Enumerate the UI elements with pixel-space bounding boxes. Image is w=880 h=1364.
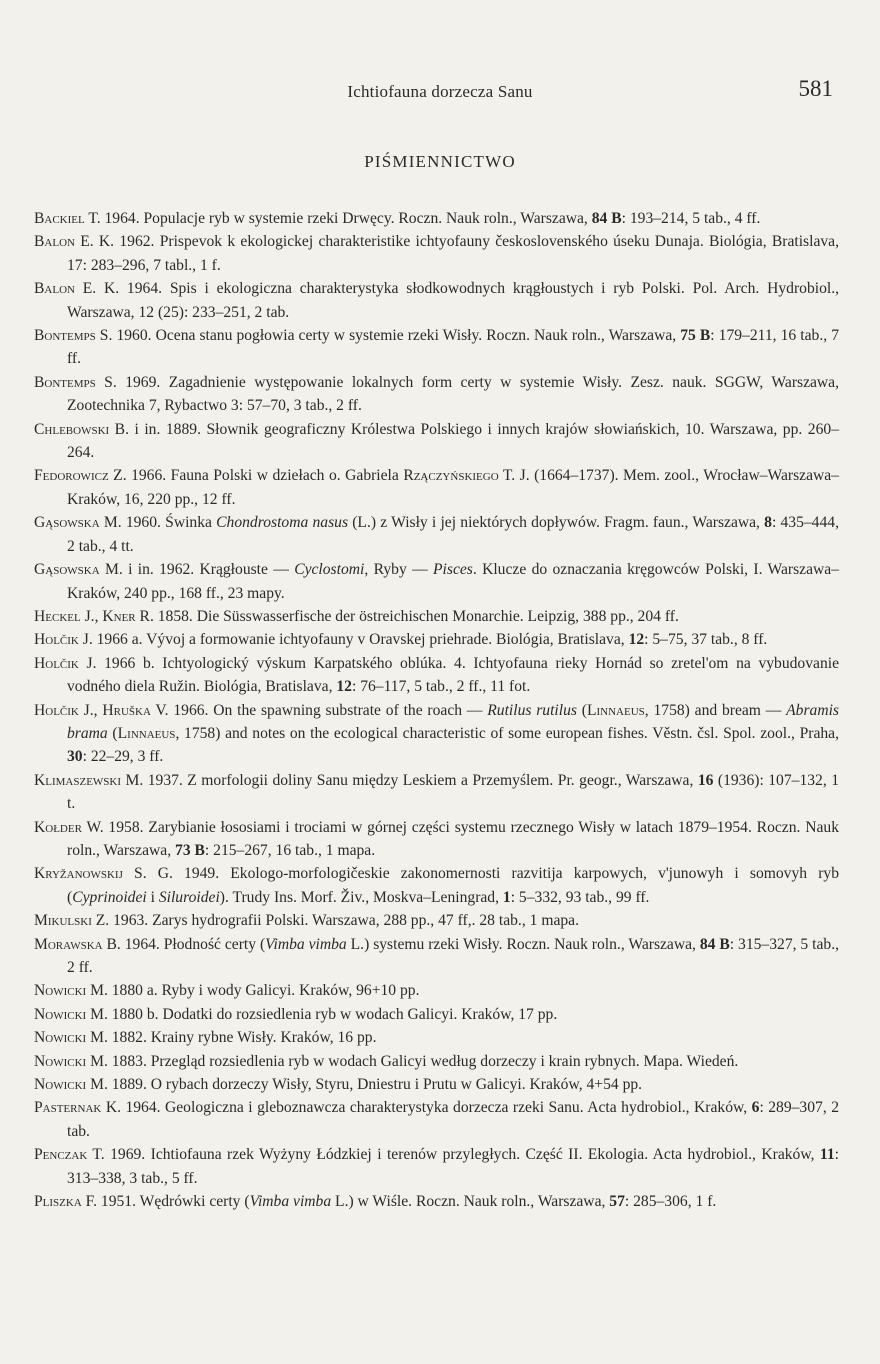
reference-entry	[34, 1143, 839, 1190]
reference-entry	[34, 605, 839, 628]
reference-author: Holčik	[34, 631, 79, 649]
reference-text: L.) systemu rzeki Wisły. Roczn. Nauk roln., Warszawa,	[346, 935, 700, 953]
reference-text: F. 1951. Wędrówki certy (	[81, 1193, 250, 1211]
reference-entry	[34, 464, 839, 511]
reference-entry	[34, 862, 839, 909]
reference-text: B. 1964. Płodność certy (	[102, 935, 266, 953]
volume-number: 6	[751, 1099, 760, 1117]
taxon-name: Vimba vimba	[265, 935, 347, 953]
reference-entry	[34, 816, 839, 863]
reference-entry	[34, 1190, 839, 1213]
reference-entry	[34, 933, 839, 980]
reference-text: , 1758) and notes on the ecological characteristic of some european fishes. Věstn. čsl. Spol. zool., Praha,	[175, 724, 839, 742]
section-title: PIŚMIENNICTWO	[364, 152, 516, 171]
reference-text: E. K. 1964. Spis i ekologiczna charakterystyka słodkowodnych krągłoustych i ryb Polski. Pol. Arch. Hydrobiol., Warszawa, 12 (25): 233–251, 2 tab.	[67, 280, 839, 321]
reference-text: S. 1960. Ocena stanu pogłowia certy w systemie rzeki Wisły. Roczn. Nauk roln., Warszawa,	[95, 327, 681, 345]
reference-entry	[34, 324, 839, 371]
reference-text: : 435–444, 2 tab., 4 tt.	[67, 514, 839, 555]
reference-author: Nowicki	[34, 1029, 87, 1047]
reference-text: M. 1937. Z morfologii doliny Sanu między Leskiem a Przemyślem. Pr. geogr., Warszawa,	[121, 771, 698, 789]
reference-author: Penczak	[34, 1146, 88, 1164]
reference-entry	[34, 979, 839, 1002]
page-number: 581	[798, 76, 833, 101]
reference-author: Pasternak	[34, 1099, 102, 1117]
reference-text: M. 1960. Świnka	[99, 514, 217, 532]
reference-author: Pliszka	[34, 1193, 82, 1211]
reference-text: . Klucze do oznaczania kręgowców Polski, I. Warszawa–Kraków, 240 pp., 168 ff., 23 mapy.	[67, 561, 839, 602]
reference-entry	[34, 371, 839, 418]
reference-author: Bontemps	[34, 327, 96, 345]
reference-text: (	[576, 701, 587, 719]
reference-text: V. 1966. On the spawning substrate of the roach —	[150, 701, 488, 719]
volume-number: 75 B	[680, 327, 711, 345]
volume-number: 12	[336, 678, 352, 696]
reference-author: Gąsowska	[34, 561, 100, 579]
reference-author: Rzączyńskiego	[403, 467, 499, 485]
reference-author: Klimaszewski	[34, 771, 122, 789]
volume-number: 84 B	[699, 935, 730, 953]
reference-entry	[34, 652, 839, 699]
reference-list	[34, 207, 839, 1213]
reference-author: Kołder	[34, 818, 82, 836]
reference-entry	[34, 1003, 839, 1026]
volume-number: 11	[819, 1146, 835, 1164]
reference-entry	[34, 277, 839, 324]
reference-entry	[34, 909, 839, 932]
reference-author: Chlebowski	[34, 420, 110, 438]
reference-text: M. 1880 a. Ryby i wody Galicyi. Kraków, 96+10 pp.	[86, 982, 420, 1000]
reference-entry	[34, 418, 839, 465]
reference-text: T. 1969. Ichtiofauna rzek Wyżyny Łódzkiej i terenów przyległych. Część II. Ekologia. Acta hydrobiol., Kraków,	[87, 1146, 820, 1164]
reference-entry	[34, 699, 839, 769]
taxon-name: Vimba vimba	[249, 1193, 332, 1211]
reference-text: Z. 1963. Zarys hydrografii Polski. Warszawa, 288 pp., 47 ff,. 28 tab., 1 mapa.	[91, 912, 579, 930]
reference-author: Balon	[34, 233, 75, 251]
reference-entry	[34, 1073, 839, 1096]
reference-text: K. 1964. Geologiczna i gleboznawcza charakterystyka dorzecza rzeki Sanu. Acta hydrobiol., Kraków,	[101, 1099, 752, 1117]
volume-number: 84 B	[591, 210, 622, 227]
reference-entry	[34, 1026, 839, 1049]
reference-text: : 179–211, 16 tab., 7 ff.	[67, 327, 839, 368]
reference-text: : 289–307, 2 tab.	[67, 1099, 839, 1140]
reference-author: Nowicki	[34, 1005, 87, 1023]
reference-text: J. 1966 a. Vývoj a formowanie ichtyofauny v Oravskej priehrade. Biológia, Bratislava,	[78, 631, 629, 649]
reference-text: : 193–214, 5 tab., 4 ff.	[621, 210, 761, 227]
volume-number: 30	[67, 748, 83, 766]
reference-text: : 285–306, 1 f.	[624, 1193, 717, 1211]
reference-author: Nowicki	[34, 982, 87, 1000]
taxon-name: Abramis brama	[67, 701, 839, 742]
reference-author: Kner	[102, 607, 136, 625]
reference-text: S. G. 1949. Ekologo-morfologičeskie zakonomernosti razvitija karpowych, v'junowyh i somovyh ryb (	[67, 865, 839, 906]
taxon-name: Pisces	[433, 561, 473, 579]
reference-text: (L.) z Wisły i jej niektórych dopływów. Fragm. faun., Warszawa,	[348, 514, 765, 532]
reference-entry	[34, 1050, 839, 1073]
running-head: Ichtiofauna dorzecza Sanu	[347, 82, 533, 101]
reference-text: M. 1882. Krainy rybne Wisły. Kraków, 16 pp.	[86, 1029, 377, 1047]
reference-author: Holčik	[34, 654, 79, 672]
reference-author: Bontemps	[34, 373, 96, 391]
reference-text: W. 1958. Zarybianie łososiami i trociami w górnej części systemu rzecznego Wisły w latach 1879–1954. Roczn. Nauk roln., Warszawa,	[67, 818, 839, 859]
reference-author: Kryžanowskij	[34, 865, 123, 883]
reference-entry	[34, 769, 839, 816]
reference-author: Backiel	[34, 210, 85, 227]
reference-text: ). Trudy Ins. Morf. Živ., Moskva–Leningrad,	[219, 888, 503, 906]
reference-text: M. 1883. Przegląd rozsiedlenia ryb w wodach Galicyi według dorzeczy i krain rybnych. Mapa. Wiedeń.	[86, 1052, 739, 1070]
reference-text: T. J. (1664–1737). Mem. zool., Wrocław–Warszawa–Kraków, 16, 220 pp., 12 ff.	[67, 467, 839, 508]
volume-number: 16	[697, 771, 714, 789]
taxon-name: Siluroidei	[158, 888, 220, 906]
reference-text: : 215–267, 16 tab., 1 mapa.	[204, 841, 376, 859]
reference-text: i	[146, 888, 159, 906]
volume-number: 1	[502, 888, 511, 906]
reference-text: L.) w Wiśle. Roczn. Nauk roln., Warszawa,	[331, 1193, 610, 1211]
reference-entry	[34, 230, 839, 277]
volume-number: 8	[764, 514, 772, 532]
reference-text: S. 1969. Zagadnienie występowanie lokalnych form certy w systemie Wisły. Zesz. nauk. SGGW, Warszawa, Zootechnika 7, Rybactwo 3: 57–70, 3 tab., 2 ff.	[67, 373, 839, 415]
reference-text: : 315–327, 5 tab., 2 ff.	[67, 935, 839, 976]
reference-author: Nowicki	[34, 1052, 87, 1070]
taxon-name: Chondrostoma nasus	[216, 514, 349, 532]
reference-text: J. 1966 b. Ichtyologický výskum Karpatského oblúka. 4. Ichtyofauna rieky Hornád so zretel'om na vybudovanie vodného diela Ružin. Biológia, Bratislava,	[67, 654, 839, 696]
reference-author: Heckel	[34, 607, 81, 625]
reference-text: E. K. 1962. Prispevok k ekologickej charakteristike ichtyofauny československého úseku Dunaja. Biológia, Bratislava, 17: 283–296, 7 tabl., 1 f.	[67, 233, 839, 274]
reference-text: : 22–29, 3 ff.	[82, 748, 164, 766]
reference-text: Z. 1966. Fauna Polski w dziełach o. Gabriela	[108, 467, 404, 485]
reference-author: Fedorowicz	[34, 467, 109, 485]
reference-text: M. i in. 1962. Krągłouste —	[99, 561, 295, 579]
reference-text: : 5–332, 93 tab., 99 ff.	[510, 888, 650, 906]
volume-number: 73 B	[175, 841, 205, 859]
reference-entry	[34, 1096, 839, 1143]
reference-text: R. 1858. Die Süsswasserfische der östreichischen Monarchie. Leipzig, 388 pp., 204 ff.	[135, 607, 679, 625]
reference-text: M. 1889. O rybach dorzeczy Wisły, Styru, Dniestru i Prutu w Galicyi. Kraków, 4+54 pp.	[86, 1076, 643, 1094]
reference-text: (	[107, 724, 118, 742]
reference-author: Holčik	[34, 701, 79, 719]
reference-text: J.,	[78, 701, 103, 719]
reference-text: B. i in. 1889. Słownik geograficzny Królestwa Polskiego i innych krajów słowiańskich, 10. Warszawa, pp. 260–264.	[67, 420, 839, 462]
reference-author: Gąsowska	[34, 514, 100, 532]
reference-text: : 76–117, 5 tab., 2 ff., 11 fot.	[351, 678, 531, 696]
reference-author: Linnaeus	[586, 701, 645, 719]
taxon-name: Rutilus rutilus	[487, 701, 577, 719]
reference-author: Linnaeus	[117, 724, 176, 742]
reference-author: Morawska	[34, 935, 103, 953]
reference-author: Balon	[34, 280, 75, 298]
reference-entry	[34, 511, 839, 558]
reference-text: (1936): 107–132, 1 t.	[67, 771, 840, 813]
volume-number: 57	[609, 1193, 625, 1211]
reference-author: Mikulski	[34, 912, 92, 930]
reference-text: , 1758) and bream —	[644, 701, 787, 719]
reference-entry	[34, 207, 839, 230]
reference-text: , Ryby —	[364, 561, 434, 579]
reference-text: : 5–75, 37 tab., 8 ff.	[644, 631, 768, 649]
taxon-name: Cyclostomi	[294, 561, 365, 579]
reference-author: Hruška	[102, 701, 151, 719]
reference-entry	[34, 558, 839, 605]
reference-text: M. 1880 b. Dodatki do rozsiedlenia ryb w wodach Galicyi. Kraków, 17 pp.	[86, 1005, 558, 1023]
reference-entry	[34, 628, 839, 651]
taxon-name: Cyprinoidei	[72, 888, 147, 906]
reference-author: Nowicki	[34, 1076, 87, 1094]
reference-text: T. 1964. Populacje ryb w systemie rzeki Drwęcy. Roczn. Nauk roln., Warszawa,	[84, 210, 592, 227]
reference-text: : 313–338, 3 tab., 5 ff.	[67, 1146, 839, 1187]
volume-number: 12	[628, 631, 645, 649]
reference-text: J.,	[80, 607, 103, 625]
